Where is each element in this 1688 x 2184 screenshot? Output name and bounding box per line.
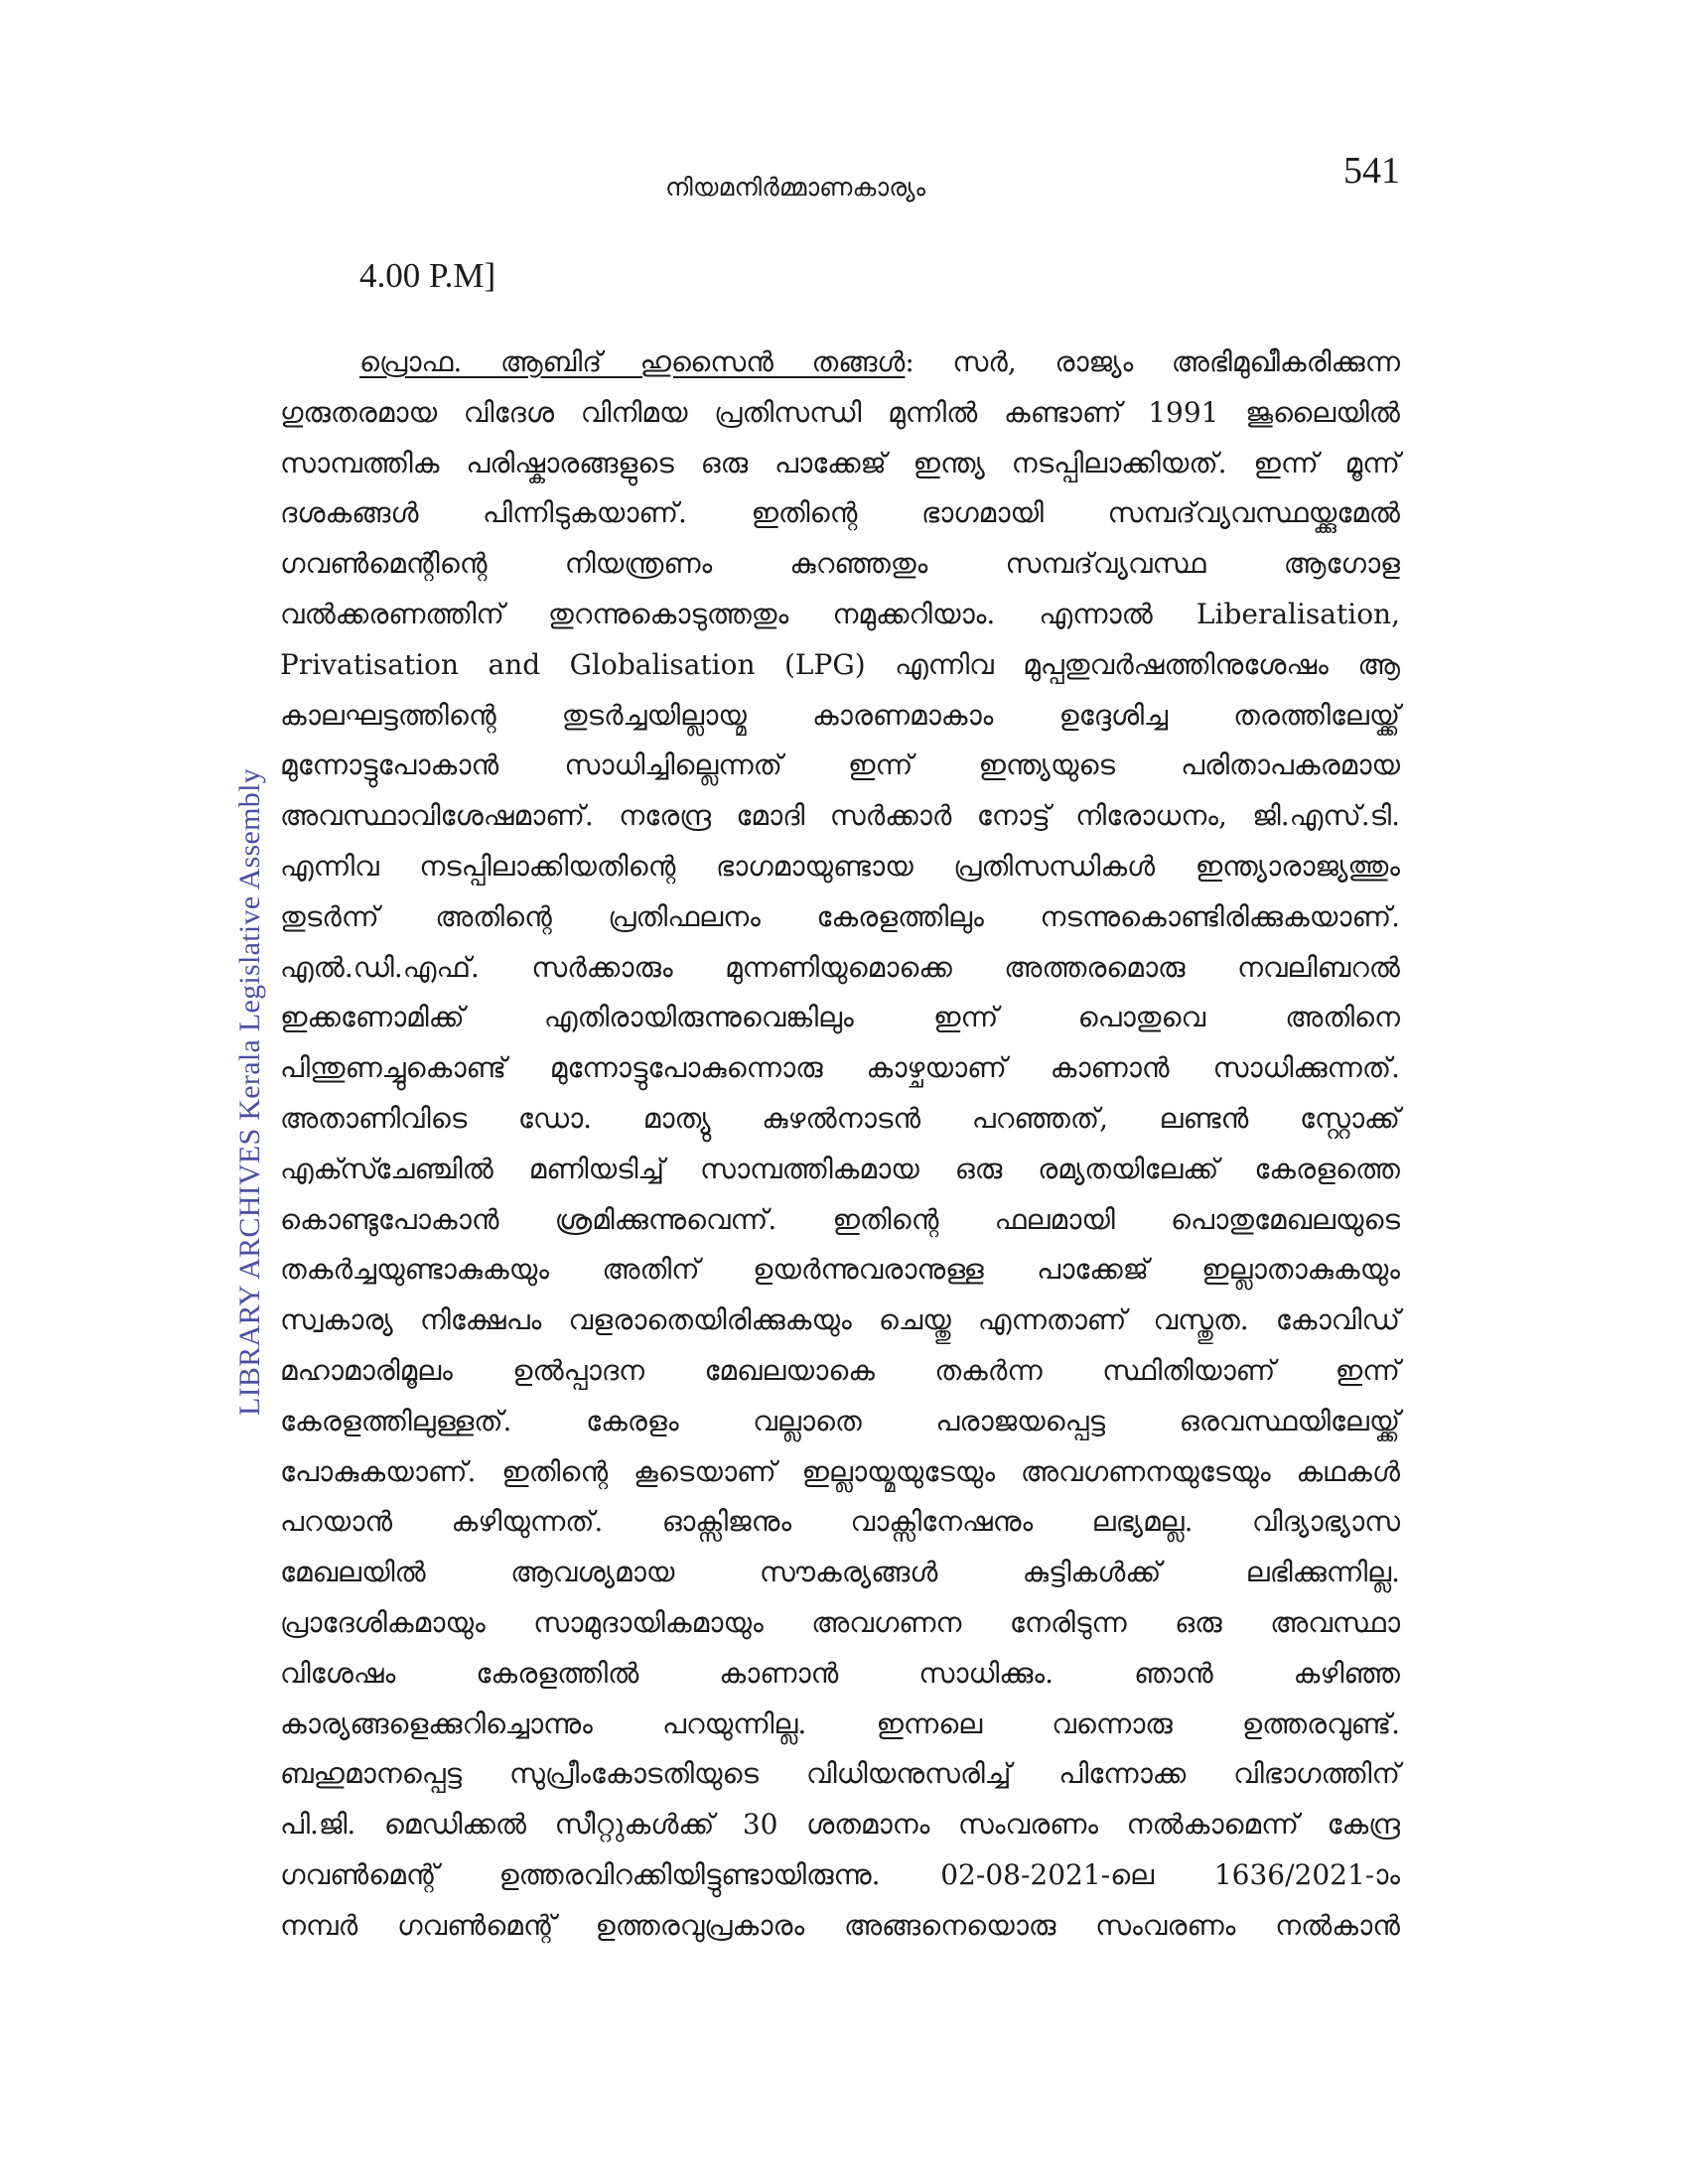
paragraph-line: വിശേഷം കേരളത്തിൽ കാണാൻ സാധിക്കും. ഞാൻ കഴിഞ്ഞ: [280, 1656, 1400, 1690]
paragraph-line: കാര്യങ്ങളെക്കുറിച്ചൊന്നും പറയുന്നില്ല. ഇന്നലെ വന്നൊരു ഉത്തരവുണ്ട്.: [280, 1706, 1400, 1740]
running-head: നിയമനിർമ്മാണകാര്യം: [665, 173, 926, 202]
paragraph-line: സാമ്പത്തിക പരിഷ്കാരങ്ങളുടെ ഒരു പാക്കേജ് ഇന്ത്യ നടപ്പിലാക്കിയത്. ഇന്ന് മൂന്ന്: [280, 446, 1400, 479]
paragraph-line: ഗവൺമെന്റിന്റെ നിയന്ത്രണം കുറഞ്ഞതും സമ്പദ്‌വ്യവസ്ഥ ആഗോള: [280, 547, 1400, 581]
archive-watermark: LIBRARY ARCHIVES Kerala Legislative Assembly: [233, 767, 266, 1417]
paragraph-line: നമ്പർ ഗവൺമെന്റ് ഉത്തരവുപ്രകാരം അങ്ങനെയൊരു സംവരണം നൽകാൻ: [280, 1908, 1400, 1942]
paragraph-line: പിന്തുണച്ചുകൊണ്ട് മുന്നോട്ടുപോകുന്നൊരു കാഴ്ചയാണ് കാണാൻ സാധിക്കുന്നത്.: [280, 1051, 1400, 1085]
paragraph-line: എൽ.ഡി.എഫ്. സർക്കാരും മുന്നണിയുമൊക്കെ അത്തരമൊരു നവലിബറൽ: [280, 950, 1400, 984]
paragraph-line: സ്വകാര്യ നിക്ഷേപം വളരാതെയിരിക്കുകയും ചെയ്തു എന്നതാണ് വസ്തുത. കോവിഡ്: [280, 1303, 1400, 1337]
paragraph-line: മുന്നോട്ടുപോകാൻ സാധിച്ചില്ലെന്നത് ഇന്ന് ഇന്ത്യയുടെ പരിതാപകരമായ: [280, 749, 1400, 782]
paragraph-line: അവസ്ഥാവിശേഷമാണ്. നരേന്ദ്ര മോദി സർക്കാർ നോട്ട് നിരോധനം, ജി.എസ്.ടി.: [280, 799, 1400, 833]
paragraph-line: പ്രൊഫ. ആബിദ് ഹുസൈൻ തങ്ങൾ: സർ, രാജ്യം അഭിമുഖീകരിക്കുന്ന: [359, 345, 1400, 378]
paragraph-line: കൊണ്ടുപോകാൻ ശ്രമിക്കുന്നുവെന്ന്. ഇതിന്റെ ഫലമായി പൊതുമേഖലയുടെ: [280, 1202, 1400, 1236]
paragraph-line: എന്നിവ നടപ്പിലാക്കിയതിന്റെ ഭാഗമായുണ്ടായ പ്രതിസന്ധികൾ ഇന്ത്യാരാജ്യത്തും: [280, 849, 1400, 883]
paragraph-line: പ്രാദേശികമായും സാമുദായികമായും അവഗണന നേരിടുന്ന ഒരു അവസ്ഥാ: [280, 1605, 1400, 1639]
page-header: [278, 149, 1400, 218]
paragraph-line: അതാണിവിടെ ഡോ. മാത്യു കുഴൽനാടൻ പറഞ്ഞത്, ലണ്ടൻ സ്റ്റോക്ക്: [280, 1101, 1400, 1135]
paragraph-line: പോകുകയാണ്. ഇതിന്റെ കൂടെയാണ് ഇല്ലായ്മയുടേയും അവഗണനയുടേയും കഥകൾ: [280, 1454, 1400, 1488]
paragraph-line: മഹാമാരിമൂലം ഉൽപ്പാദന മേഖലയാകെ തകർന്ന സ്ഥിതിയാണ് ഇന്ന്: [280, 1353, 1400, 1387]
paragraph-line: ഗവൺമെന്റ് ഉത്തരവിറക്കിയിട്ടുണ്ടായിരുന്നു. 02-08-2021-ലെ 1636/2021-ാം: [280, 1857, 1400, 1891]
paragraph-line: ഗുരുതരമായ വിദേശ വിനിമയ പ്രതിസന്ധി മുന്നിൽ കണ്ടാണ് 1991 ജൂലൈയിൽ: [280, 395, 1400, 429]
paragraph-line: വൽക്കരണത്തിന് തുറന്നുകൊടുത്തതും നമുക്കറിയാം. എന്നാൽ Liberalisation,: [280, 597, 1400, 630]
paragraph-line: എക്സ്ചേഞ്ചിൽ മണിയടിച്ച് സാമ്പത്തികമായ ഒരു രമ്യതയിലേക്ക് കേരളത്തെ: [280, 1152, 1400, 1185]
paragraph-line: Privatisation and Globalisation (LPG) എന്നിവ മുപ്പതുവർഷത്തിനുശേഷം ആ: [280, 647, 1400, 681]
paragraph-line: ഇക്കണോമിക്ക് എതിരായിരുന്നുവെങ്കിലും ഇന്ന് പൊതുവെ അതിനെ: [280, 1001, 1400, 1034]
page-number: 541: [1343, 150, 1400, 192]
paragraph-line: കാലഘട്ടത്തിന്റെ തുടർച്ചയില്ലായ്മ കാരണമാകാം ഉദ്ദേശിച്ച തരത്തിലേയ്ക്ക്: [280, 698, 1400, 732]
speech-paragraph: [280, 338, 1400, 1952]
paragraph-line: ദശകങ്ങൾ പിന്നിടുകയാണ്. ഇതിന്റെ ഭാഗമായി സമ്പദ്‌വ്യവസ്ഥയ്ക്കുമേൽ: [280, 496, 1400, 530]
time-stamp: 4.00 P.M]: [359, 256, 496, 295]
paragraph-line: തുടർന്ന് അതിന്റെ പ്രതിഫലനം കേരളത്തിലും നടന്നുകൊണ്ടിരിക്കുകയാണ്.: [280, 899, 1400, 933]
paragraph-line: ബഹുമാനപ്പെട്ട സുപ്രീംകോടതിയുടെ വിധിയനുസരിച്ച് പിന്നോക്ക വിഭാഗത്തിന്: [280, 1757, 1400, 1791]
paragraph-line: പറയാൻ കഴിയുന്നത്. ഓക്സിജനും വാക്സിനേഷനും ലഭ്യമല്ല. വിദ്യാഭ്യാസ: [280, 1505, 1400, 1539]
paragraph-line: മേഖലയിൽ ആവശ്യമായ സൗകര്യങ്ങൾ കുട്ടികൾക്ക് ലഭിക്കുന്നില്ല.: [280, 1556, 1400, 1589]
paragraph-line: കേരളത്തിലുള്ളത്. കേരളം വല്ലാതെ പരാജയപ്പെട്ട ഒരവസ്ഥയിലേയ്ക്ക്: [280, 1404, 1400, 1437]
paragraph-line: തകർച്ചയുണ്ടാകുകയും അതിന് ഉയർന്നുവരാനുള്ള പാക്കേജ് ഇല്ലാതാകുകയും: [280, 1253, 1400, 1287]
paragraph-line: പി.ജി. മെഡിക്കൽ സീറ്റുകൾക്ക് 30 ശതമാനം സംവരണം നൽകാമെന്ന് കേന്ദ്ര: [280, 1808, 1400, 1842]
speaker-name: പ്രൊഫ. ആബിദ് ഹുസൈൻ തങ്ങൾ: [359, 345, 906, 378]
